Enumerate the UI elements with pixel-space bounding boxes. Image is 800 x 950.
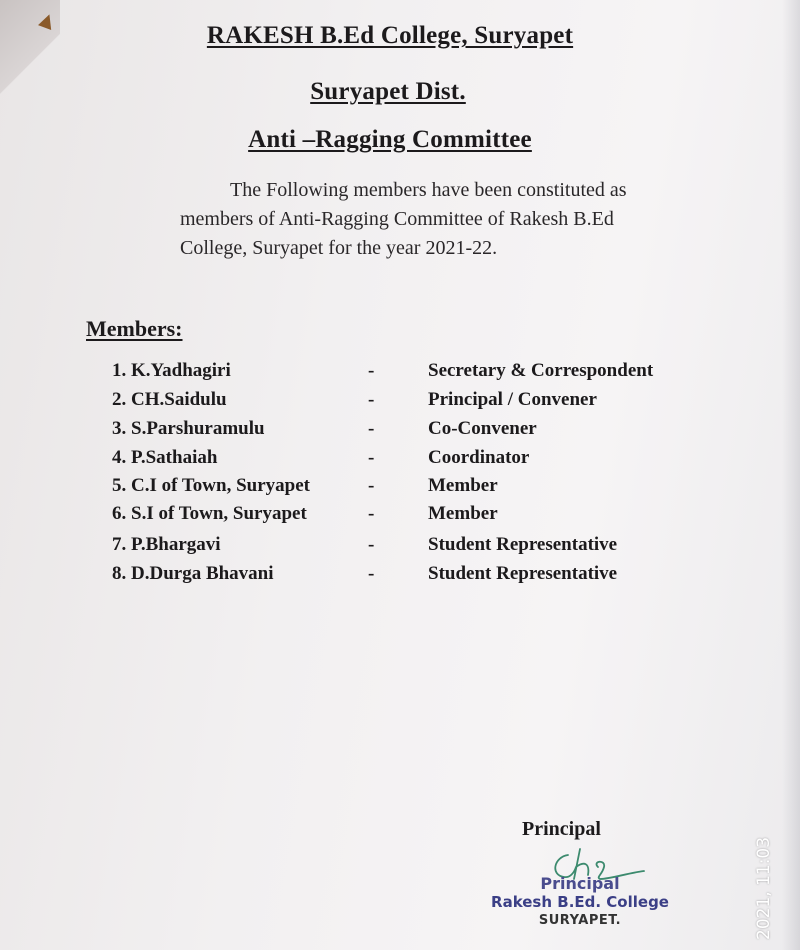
member-name: 2. CH.Saidulu <box>112 389 227 410</box>
member-dash: - <box>368 389 375 410</box>
member-name: 6. S.I of Town, Suryapet <box>112 503 307 524</box>
member-dash: - <box>368 418 375 439</box>
member-dash: - <box>368 563 375 584</box>
member-row <box>0 534 800 562</box>
member-row <box>0 447 800 475</box>
member-row <box>0 475 800 503</box>
stamp-place: SURYAPET. <box>538 913 622 928</box>
member-row <box>0 389 800 417</box>
member-role: Member <box>428 503 498 524</box>
member-dash: - <box>368 475 375 496</box>
member-name: 5. C.I of Town, Suryapet <box>112 475 310 496</box>
member-name: 1. K.Yadhagiri <box>112 360 231 381</box>
member-row <box>0 360 800 388</box>
intro-paragraph: The Following members have been constituted as members of Anti-Ragging Committee of Rakesh B.Ed College, Suryapet for the year 2021-22. <box>180 179 627 259</box>
college-stamp <box>470 874 690 928</box>
member-role: Secretary & Correspondent <box>428 360 654 381</box>
member-dash: - <box>368 534 375 555</box>
member-role: Principal / Convener <box>428 389 597 410</box>
district-heading: Suryapet Dist. <box>310 78 466 105</box>
member-role: Student Representative <box>428 563 618 584</box>
member-role: Coordinator <box>428 447 530 468</box>
member-role: Co-Convener <box>428 418 537 439</box>
member-row <box>0 418 800 446</box>
photo-timestamp: 2021, 11:03 <box>754 836 774 940</box>
college-heading: RAKESH B.Ed College, Suryapet <box>206 22 574 49</box>
member-row <box>0 563 800 591</box>
member-role: Student Representative <box>428 534 618 555</box>
member-role: Member <box>428 475 498 496</box>
stamp-college: Rakesh B.Ed. College <box>491 893 669 911</box>
member-name: 7. P.Bhargavi <box>112 534 221 555</box>
signatory-title: Principal <box>522 818 601 840</box>
members-title: Members: <box>86 316 183 341</box>
member-row <box>0 503 800 531</box>
member-dash: - <box>368 503 375 524</box>
member-name: 8. D.Durga Bhavani <box>112 563 274 584</box>
stamp-title: Principal <box>540 874 620 893</box>
member-dash: - <box>368 447 375 468</box>
member-name: 4. P.Sathaiah <box>112 447 218 468</box>
committee-heading: Anti –Ragging Committee <box>248 126 532 153</box>
member-dash: - <box>368 360 375 381</box>
member-name: 3. S.Parshuramulu <box>112 418 265 439</box>
